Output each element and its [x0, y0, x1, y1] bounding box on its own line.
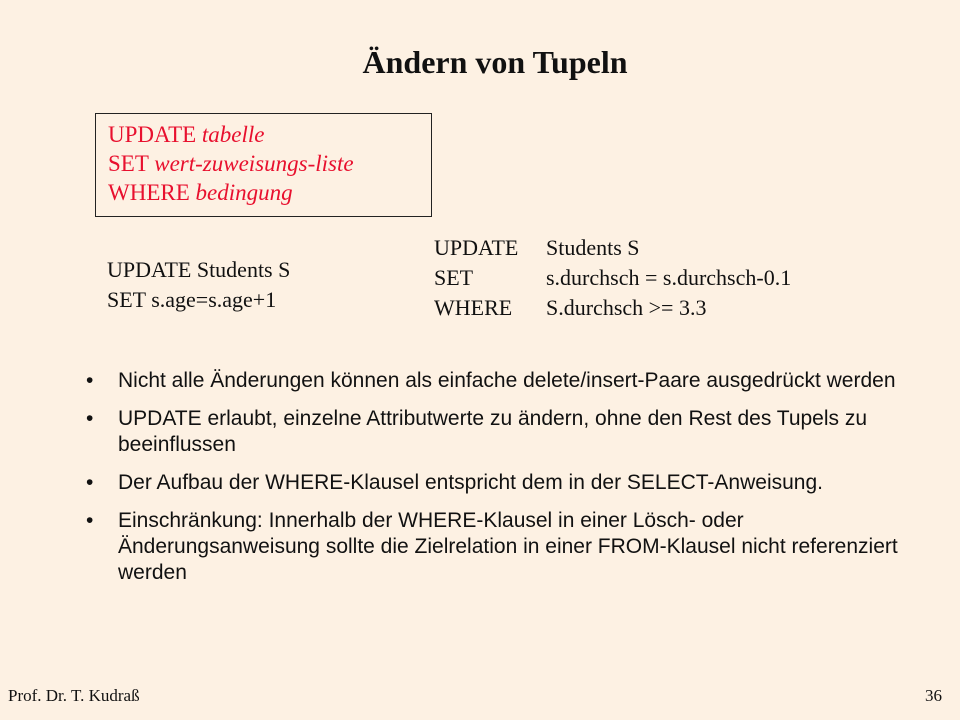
bullet-item: [86, 470, 916, 496]
example-update-age: [107, 255, 290, 315]
example-line: UPDATE Students S: [107, 257, 291, 282]
example-line: SET s.age=s.age+1: [107, 287, 277, 312]
footer-author: Prof. Dr. T. Kudraß: [8, 686, 140, 705]
syntax-line-update: [108, 120, 431, 149]
syntax-argument: tabelle: [201, 122, 265, 147]
example-keyword: SET: [434, 265, 474, 290]
example-text: Students S: [546, 235, 640, 260]
example-row: [434, 293, 791, 323]
bullet-icon: •: [86, 509, 94, 532]
syntax-argument: bedingung: [195, 180, 293, 205]
bullet-text: Nicht alle Änderungen können als einfache delete/insert-Paare ausgedrückt werden: [118, 369, 896, 392]
syntax-keyword: WHERE: [108, 180, 190, 205]
example-keyword: WHERE: [434, 295, 513, 320]
bullet-item: [86, 406, 916, 458]
bullet-text: UPDATE erlaubt, einzelne Attributwerte zu ändern, ohne den Rest des Tupels zu beeinflussen: [118, 407, 868, 456]
syntax-keyword: UPDATE: [108, 122, 197, 147]
example-update-durchsch: [434, 233, 791, 323]
example-keyword: UPDATE: [434, 235, 519, 260]
example-text: s.durchsch = s.durchsch-0.1: [546, 265, 792, 290]
example-row: [434, 263, 791, 293]
footer-page-number: 36: [925, 686, 942, 705]
example-text: S.durchsch >= 3.3: [546, 295, 707, 320]
syntax-keyword: SET: [108, 151, 149, 176]
slide-title: Ändern von Tupeln: [362, 44, 628, 80]
bullet-list: [86, 368, 916, 598]
bullet-icon: •: [86, 407, 94, 430]
syntax-line-where: [108, 178, 431, 207]
bullet-icon: •: [86, 471, 94, 494]
syntax-box: [95, 113, 432, 217]
bullet-text: Einschränkung: Innerhalb der WHERE-Klausel in einer Lösch- oder Änderungsanweisung sollte die Zielrelation in einer FROM-Klausel nicht referenziert werden: [118, 509, 898, 584]
bullet-item: [86, 508, 916, 586]
syntax-argument: wert-zuweisungs-liste: [154, 151, 354, 176]
bullet-item: [86, 368, 916, 394]
bullet-text: Der Aufbau der WHERE-Klausel entspricht dem in der SELECT-Anweisung.: [118, 471, 823, 494]
bullet-icon: •: [86, 369, 94, 392]
syntax-line-set: [108, 149, 431, 178]
example-row: [434, 233, 791, 263]
